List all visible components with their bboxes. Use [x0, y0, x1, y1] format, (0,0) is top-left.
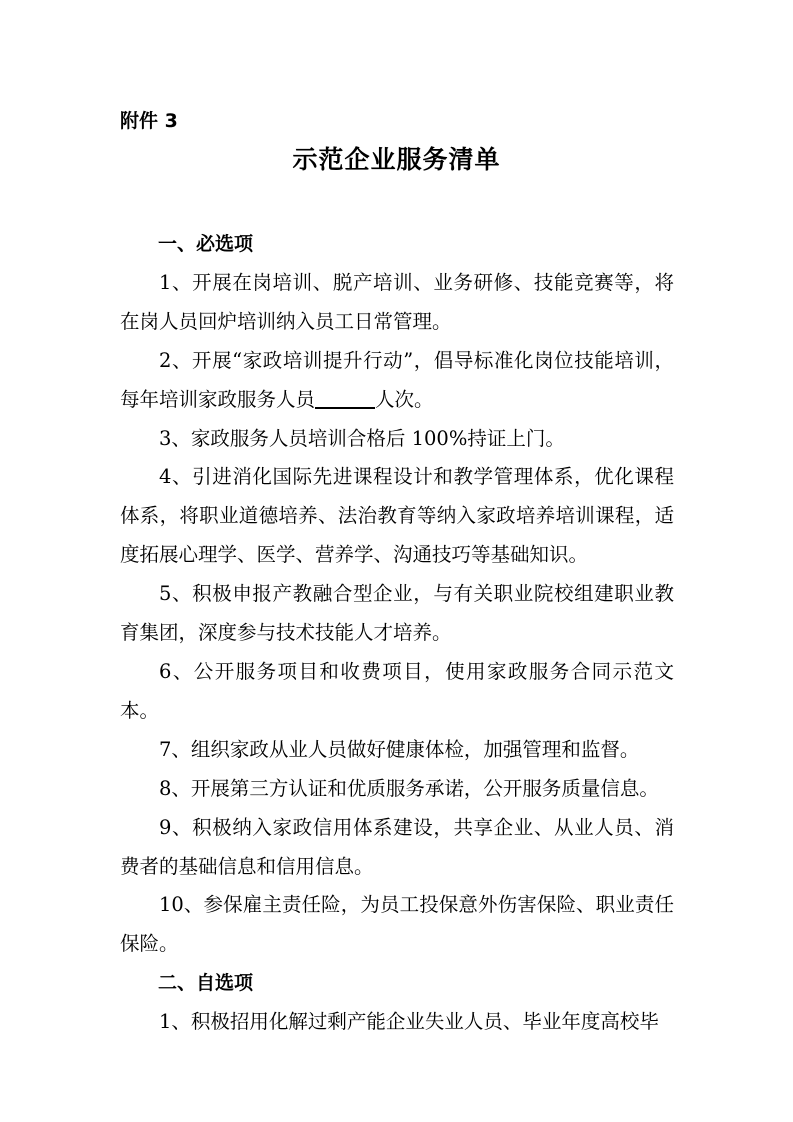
- list-item: 6、公开服务项目和收费项目，使用家政服务合同示范文本。: [120, 659, 674, 722]
- list-item: 4、引进消化国际先进课程设计和教学管理体系，优化课程体系，将职业道德培养、法治教育等纳入家政培养培训课程，适度拓展心理学、医学、营养学、沟通技巧等基础知识。: [120, 465, 674, 567]
- list-item: 3、家政服务人员培训合格后 100%持证上门。: [159, 426, 565, 450]
- attachment-label: 附件 3: [120, 110, 178, 132]
- list-item: 1、积极招用化解过剩产能企业失业人员、毕业年度高校毕: [159, 1010, 659, 1034]
- document-title: 示范企业服务清单: [292, 145, 501, 174]
- fill-in-blank: [315, 387, 375, 409]
- list-item: 10、参保雇主责任险，为员工投保意外伤害保险、职业责任保险。: [120, 893, 674, 956]
- list-item: 8、开展第三方认证和优质服务承诺，公开服务质量信息。: [159, 776, 659, 800]
- list-item: [120, 342, 674, 420]
- section-heading-required: 一、必选项: [158, 233, 254, 255]
- list-item-text: 人次。: [375, 387, 434, 411]
- list-item: 9、积极纳入家政信用体系建设，共享企业、从业人员、消费者的基础信息和信用信息。: [120, 815, 674, 878]
- section-heading-optional: 二、自选项: [158, 972, 254, 995]
- list-item: 5、积极申报产教融合型企业，与有关职业院校组建职业教育集团，深度参与技术技能人才培养。: [120, 582, 674, 645]
- document-body: [120, 225, 674, 1042]
- list-item: 7、组织家政从业人员做好健康体检，加强管理和监督。: [159, 737, 640, 761]
- list-item: 1、开展在岗培训、脱产培训、业务研修、技能竞赛等，将在岗人员回炉培训纳入员工日常管理。: [120, 270, 674, 333]
- list-item-text: 2、开展“家政培训提升行动”，倡导标准化岗位技能培训，每年培训家政服务人员: [120, 348, 674, 411]
